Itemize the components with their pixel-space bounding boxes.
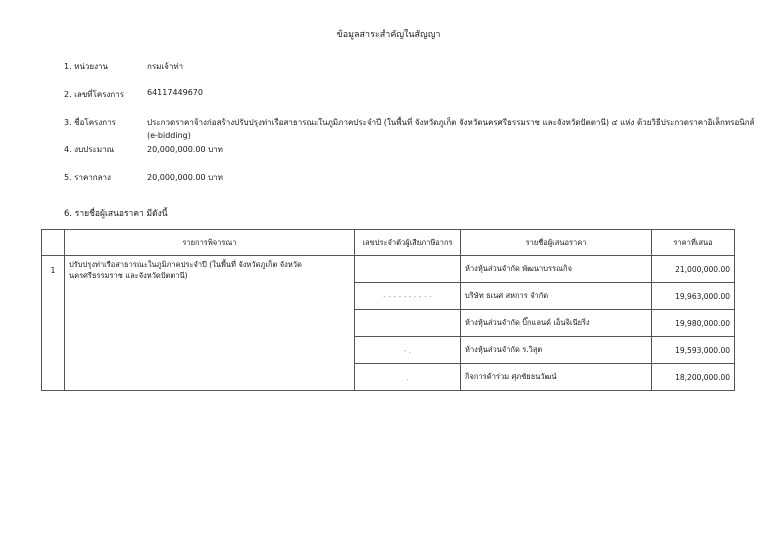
field-value: 20,000,000.00 บาท bbox=[147, 145, 223, 154]
price-cell: 19,980,000.00 bbox=[652, 310, 735, 337]
tax-id-cell: . bbox=[355, 364, 461, 391]
item-number: 1 bbox=[42, 256, 65, 391]
bidders-table bbox=[41, 229, 735, 391]
col-header-item: รายการพิจารณา bbox=[65, 230, 355, 256]
bidder-cell: บริษัท ธเนศ สหการ จำกัด bbox=[461, 283, 652, 310]
bidder-cell: ห้างหุ้นส่วนจำกัด พัฒนาบรรณกิจ bbox=[461, 256, 652, 283]
field-label: 1. หน่วยงาน bbox=[64, 62, 108, 71]
field-value: 20,000,000.00 บาท bbox=[147, 173, 223, 182]
bidders-heading: 6. รายชื่อผู้เสนอราคา มีดังนี้ bbox=[64, 209, 168, 219]
bidder-cell: ห้างหุ้นส่วนจำกัด บิ๊กแลนด์ เอ็นจิเนียริ่ง bbox=[461, 310, 652, 337]
field-value: ประกวดราคาจ้างก่อสร้างปรับปรุงท่าเรือสาธารณะในภูมิภาคประจำปี (ในพื้นที่ จังหวัดภูเก็ต จังหวัดนครศรีธรรมราช และจังหวัดปัตตานี) ๔ แห่ง ด้วยวิธีประกวดราคาอิเล็กทรอนิกส์ bbox=[147, 118, 755, 127]
col-header-no bbox=[42, 230, 65, 256]
price-cell: 19,963,000.00 bbox=[652, 283, 735, 310]
field-value: 64117449670 bbox=[147, 88, 203, 97]
document-title: ข้อมูลสาระสำคัญในสัญญา bbox=[336, 30, 441, 40]
bidder-cell: ห้างหุ้นส่วนจำกัด ร.วิสุต bbox=[461, 337, 652, 364]
table-row bbox=[42, 256, 735, 283]
field-value: กรมเจ้าท่า bbox=[147, 62, 184, 71]
field-label: 4. งบประมาณ bbox=[64, 145, 115, 154]
price-cell: 18,200,000.00 bbox=[652, 364, 735, 391]
item-description: ปรับปรุงท่าเรือสาธารณะในภูมิภาคประจำปี (ในพื้นที่ จังหวัดภูเก็ต จังหวัดนครศรีธรรมราช และจังหวัดปัตตานี) bbox=[65, 256, 355, 391]
tax-id-cell: - - - - - - - - - - bbox=[355, 283, 461, 310]
field-label: 3. ชื่อโครงการ bbox=[64, 118, 116, 127]
field-label: 5. ราคากลาง bbox=[64, 173, 111, 182]
tax-id-cell bbox=[355, 256, 461, 283]
col-header-price: ราคาที่เสนอ bbox=[652, 230, 735, 256]
col-header-tax-id: เลขประจำตัวผู้เสียภาษีอากร bbox=[355, 230, 461, 256]
col-header-bidder: รายชื่อผู้เสนอราคา bbox=[461, 230, 652, 256]
tax-id-cell bbox=[355, 310, 461, 337]
field-label: 2. เลขที่โครงการ bbox=[64, 90, 125, 99]
field-project-name-cont: (e-bidding) bbox=[147, 131, 191, 140]
tax-id-cell: - . bbox=[355, 337, 461, 364]
table-header-row bbox=[42, 230, 735, 256]
price-cell: 19,593,000.00 bbox=[652, 337, 735, 364]
price-cell: 21,000,000.00 bbox=[652, 256, 735, 283]
bidder-cell: กิจการค้าร่วม ศุภชัยธนวัฒน์ bbox=[461, 364, 652, 391]
